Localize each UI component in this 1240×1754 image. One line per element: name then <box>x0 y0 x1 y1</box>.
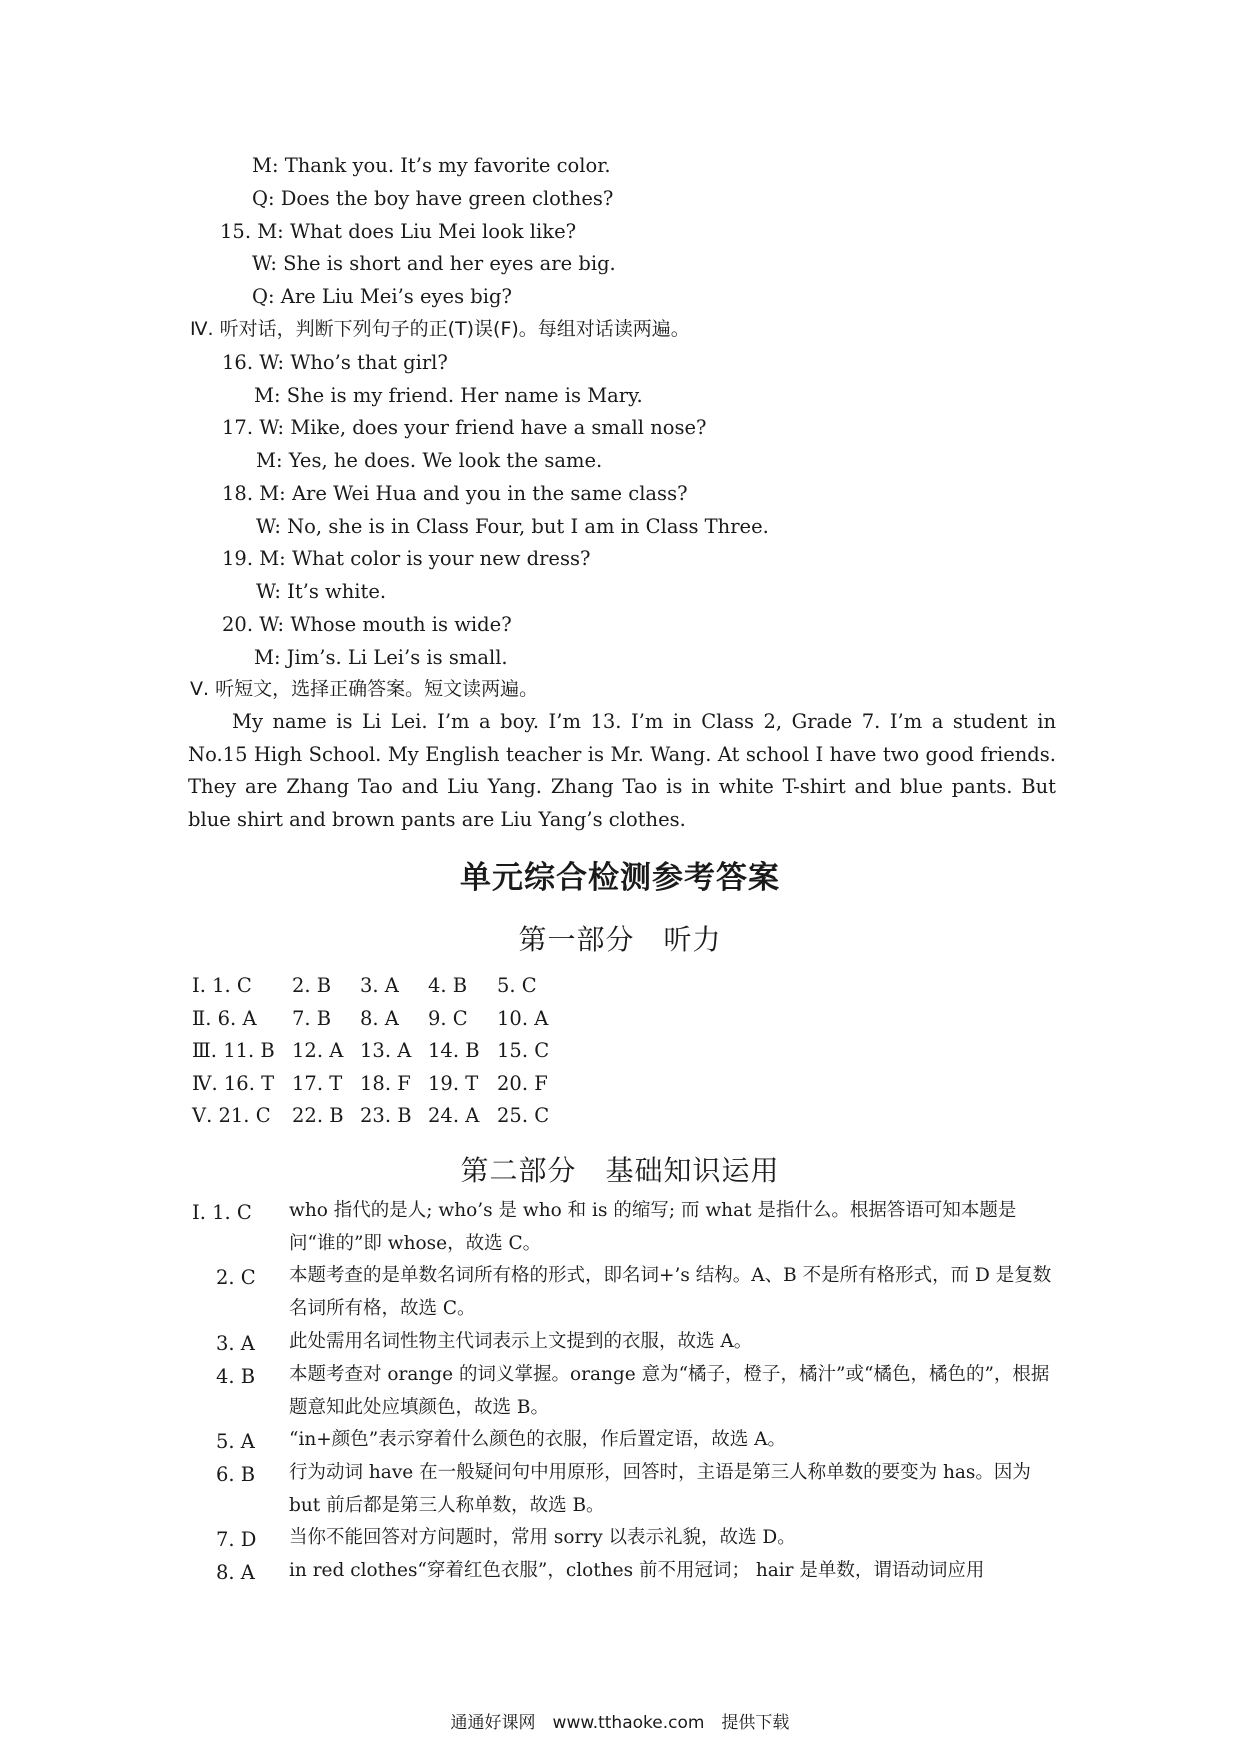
item-number: 4. B <box>216 1365 256 1388</box>
answer: Ⅲ. 11. B <box>192 1039 275 1062</box>
script-line: 18. M: Are Wei Hua and you in the same class? <box>222 482 688 505</box>
answer: Ⅴ. 21. C <box>192 1104 271 1127</box>
item-explanation: 本题考查的是单数名词所有格的形式，即名词+’s 结构。A、B 不是所有格形式，而 D 是复数名词所有格，故选 C。 <box>289 1265 1052 1319</box>
script-line: M: Yes, he does. We look the same. <box>256 449 603 472</box>
item-explanation: 行为动词 have 在一般疑问句中用原形，回答时，主语是第三人称单数的要变为 has。因为 but 前后都是第三人称单数，故选 B。 <box>289 1462 1031 1516</box>
answer: 5. C <box>497 974 537 997</box>
item-number: 2. C <box>216 1266 256 1289</box>
answer: 23. B <box>360 1104 412 1127</box>
answer: 14. B <box>428 1039 480 1062</box>
listening-passage: My name is Li Lei. I’m a boy. I’m 13. I’m in Class 2, Grade 7. I’m a student in No.15 High School. My English teacher is Mr. Wang. At school I have two good friends. They are Zhang Tao and Liu Yang. Zhang Tao is in white T-shirt and blue pants. But blue shirt and brown pants are Liu Yang’s clothes. <box>188 710 1056 831</box>
item-number: 7. D <box>216 1528 257 1551</box>
script-line: M: She is my friend. Her name is Mary. <box>254 384 643 407</box>
script-line: M: Jim’s. Li Lei’s is small. <box>254 646 508 669</box>
item-explanation: 本题考查对 orange 的词义掌握。orange 意为“橘子，橙子，橘汁”或“橘色，橘色的”，根据题意知此处应填颜色，故选 B。 <box>289 1364 1050 1418</box>
answer: 3. A <box>360 974 399 997</box>
script-line: W: No, she is in Class Four, but I am in Class Three. <box>256 515 769 538</box>
script-line: Q: Does the boy have green clothes? <box>252 187 614 210</box>
item-number: 6. B <box>216 1463 256 1486</box>
script-line: M: Thank you. It’s my favorite color. <box>252 154 611 177</box>
item-explanation: in red clothes“穿着红色衣服”，clothes 前不用冠词； hair 是单数，谓语动词应用 <box>289 1560 985 1581</box>
answer: 12. A <box>292 1039 344 1062</box>
script-line: Q: Are Liu Mei’s eyes big? <box>252 285 512 308</box>
script-line: 16. W: Who’s that girl? <box>222 351 448 374</box>
script-line: 17. W: Mike, does your friend have a small nose? <box>222 416 707 439</box>
item-explanation: “in+颜色”表示穿着什么颜色的衣服，作后置定语，故选 A。 <box>289 1429 786 1450</box>
script-line: 15. M: What does Liu Mei look like? <box>220 220 577 243</box>
answer: 10. A <box>497 1007 549 1030</box>
part1-title: 第一部分 听力 <box>518 923 722 956</box>
item-number: 3. A <box>216 1332 255 1355</box>
answer: 18. F <box>360 1072 411 1095</box>
section-heading: Ⅳ. 听对话，判断下列句子的正(T)误(F)。每组对话读两遍。 <box>190 318 690 340</box>
answer: 4. B <box>428 974 468 997</box>
script-line: 19. M: What color is your new dress? <box>222 547 591 570</box>
item-explanation: 此处需用名词性物主代词表示上文提到的衣服，故选 A。 <box>289 1331 753 1352</box>
item-explanation: 当你不能回答对方问题时，常用 sorry 以表示礼貌，故选 D。 <box>289 1527 796 1548</box>
answer: Ⅳ. 16. T <box>192 1072 275 1095</box>
script-line: 20. W: Whose mouth is wide? <box>222 613 512 636</box>
answer: 13. A <box>360 1039 412 1062</box>
page-title: 单元综合检测参考答案 <box>460 860 780 896</box>
part2-title: 第二部分 基础知识运用 <box>460 1154 780 1187</box>
script-line: W: She is short and her eyes are big. <box>252 252 616 275</box>
page-footer: 通通好课网 www.tthaoke.com 提供下载 <box>450 1713 790 1733</box>
answer: 22. B <box>292 1104 344 1127</box>
item-number: 8. A <box>216 1561 255 1584</box>
answer: 9. C <box>428 1007 468 1030</box>
answer: 8. A <box>360 1007 399 1030</box>
script-line: W: It’s white. <box>256 580 387 603</box>
answer: Ⅱ. 6. A <box>192 1007 257 1030</box>
answer: 24. A <box>428 1104 480 1127</box>
item-number: Ⅰ. 1. C <box>192 1201 252 1224</box>
item-explanation: who 指代的是人; who’s 是 who 和 is 的缩写; 而 what 是指什么。根据答语可知本题是问“谁的”即 whose，故选 C。 <box>289 1200 1017 1254</box>
answer: 7. B <box>292 1007 332 1030</box>
answer: 17. T <box>292 1072 343 1095</box>
answer: 19. T <box>428 1072 479 1095</box>
item-number: 5. A <box>216 1430 255 1453</box>
section-heading: Ⅴ. 听短文，选择正确答案。短文读两遍。 <box>190 678 539 700</box>
answer: Ⅰ. 1. C <box>192 974 252 997</box>
answer: 20. F <box>497 1072 548 1095</box>
answer: 15. C <box>497 1039 550 1062</box>
answer: 25. C <box>497 1104 550 1127</box>
answer: 2. B <box>292 974 332 997</box>
